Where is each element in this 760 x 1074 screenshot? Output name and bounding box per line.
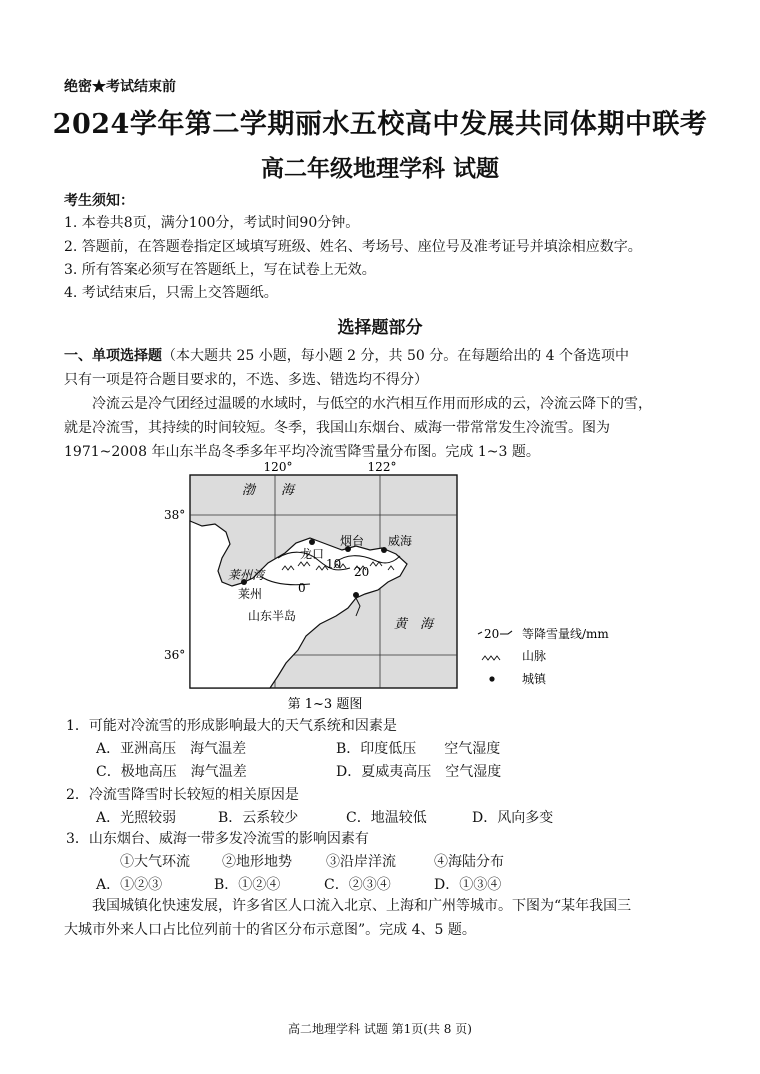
question-3-stem: 3．山东烟台、威海一带多发冷流雪的影响因素有 <box>66 831 369 847</box>
q3-option-b: B．①②④ <box>214 877 281 893</box>
q3-factor: ④海陆分布 <box>434 854 504 870</box>
lon-label: 122° <box>367 460 397 474</box>
town-longkou <box>309 539 315 545</box>
part1-label: 一、单项选择题 <box>64 348 162 364</box>
q2-option-c: C．地温较低 <box>346 810 427 826</box>
q2-option-d: D．风向多变 <box>472 810 554 826</box>
q1-option-a: A．亚洲高压 海气温差 <box>96 741 247 757</box>
section-title: 选择题部分 <box>337 318 423 338</box>
intro1-line2: 就是冷流雪，其持续的时间较短。冬季，我国山东烟台、威海一带常常发生冷流雪。图为 <box>64 420 610 436</box>
notes-heading: 考生须知： <box>64 193 134 209</box>
town-qingdao <box>353 592 359 598</box>
isoline-label: 10 <box>326 557 342 571</box>
label-weihai: 威海 <box>388 534 413 548</box>
question-1-stem: 1．可能对冷流雪的形成影响最大的天气系统和因素是 <box>66 718 397 734</box>
q3-option-a: A．①②③ <box>96 877 163 893</box>
legend-town-icon <box>489 676 494 681</box>
part1-desc-line2: 只有一项是符合题目要求的，不选、多选、错选均不得分） <box>64 372 428 388</box>
q3-factor: ①大气环流 <box>120 854 190 870</box>
intro-paragraph-2 <box>64 894 704 942</box>
note-item: 1. 本卷共8页，满分100分，考试时间90分钟。 <box>64 215 360 231</box>
legend-town-label: 城镇 <box>522 672 547 686</box>
exam-title: 2024学年第二学期丽水五校高中发展共同体期中联考 <box>52 109 708 140</box>
legend-mountain-icon <box>482 656 500 660</box>
confidential-mark: 绝密★考试结束前 <box>64 79 176 95</box>
q1-option-b: B．印度低压 空气湿度 <box>336 741 501 757</box>
q2-option-b: B．云系较少 <box>218 810 299 826</box>
label-laizhou-bay: 莱州湾 <box>228 568 265 582</box>
lat-label: 36° <box>164 648 186 662</box>
label-yellow-sea: 黄 海 <box>394 617 434 632</box>
part1-instructions <box>64 344 704 392</box>
page-footer: 高二地理学科 试题 第1页(共 8 页) <box>288 1022 472 1036</box>
q3-option-c: C．②③④ <box>324 877 391 893</box>
note-item: 4. 考试结束后，只需上交答题纸。 <box>64 285 278 301</box>
figure-caption: 第 1~3 题图 <box>287 697 363 712</box>
label-peninsula: 山东半岛 <box>248 609 297 623</box>
note-item: 2. 答题前，在答题卷指定区域填写班级、姓名、考场号、座位号及准考证号并填涂相应数字。 <box>64 239 642 255</box>
legend-isoline-value: 20 <box>484 627 500 641</box>
legend-isoline-symbol <box>500 631 512 634</box>
lon-label: 120° <box>263 460 293 474</box>
label-bohai: 渤 海 <box>242 483 295 498</box>
intro1-line3: 1971~2008 年山东半岛冬季多年平均冷流雪降雪量分布图。完成 1~3 题。 <box>64 444 540 460</box>
q1-option-d: D．夏威夷高压 空气湿度 <box>336 764 502 780</box>
town-weihai <box>381 547 387 553</box>
label-laizhou: 莱州 <box>238 587 263 601</box>
part1-desc-line1: （本大题共 25 小题，每小题 2 分，共 50 分。在每题给出的 4 个备选项中 <box>162 348 630 364</box>
q3-option-d: D．①③④ <box>434 877 502 893</box>
snowfall-map <box>160 458 660 718</box>
q3-factor: ③沿岸洋流 <box>326 854 396 870</box>
isoline-label: 0 <box>298 581 306 595</box>
intro2-line1: 我国城镇化快速发展，许多省区人口流入北京、上海和广州等城市。下图为“某年我国三 <box>92 898 632 914</box>
intro2-line2: 大城市外来人口占比位列前十的省区分布示意图”。完成 4、5 题。 <box>64 922 476 938</box>
q1-option-c: C．极地高压 海气温差 <box>96 764 247 780</box>
q2-option-a: A．光照较弱 <box>96 810 177 826</box>
legend-isoline-label: 等降雪量线/mm <box>522 627 609 641</box>
intro1-line1: 冷流云是冷气团经过温暖的水域时，与低空的水汽相互作用而形成的云，冷流云降下的雪， <box>92 396 652 412</box>
legend-mountain-label: 山脉 <box>522 649 547 663</box>
intro-paragraph-1 <box>64 392 704 464</box>
label-yantai: 烟台 <box>340 534 365 548</box>
note-item: 3. 所有答案必须写在答题纸上，写在试卷上无效。 <box>64 262 376 278</box>
question-2-stem: 2．冷流雪降雪时长较短的相关原因是 <box>66 787 299 803</box>
q3-factor: ②地形地势 <box>222 854 292 870</box>
label-longkou: 龙口 <box>300 547 325 561</box>
isoline-label: 20 <box>354 565 370 579</box>
legend-isoline-tick <box>478 632 482 634</box>
exam-subtitle: 高二年级地理学科 试题 <box>260 155 499 182</box>
lat-label: 38° <box>164 508 186 522</box>
